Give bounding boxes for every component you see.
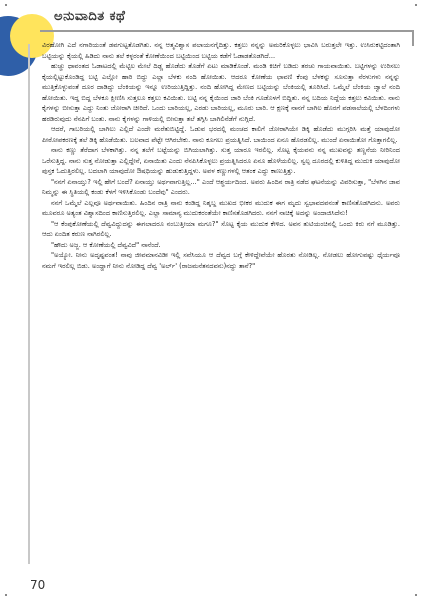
crop-mark [5, 594, 7, 596]
paragraph: "ಆ ಕೆಂಪುಕೋಣೆಯಲ್ಲಿ ದೆವ್ವವಿದ್ದುದನ್ನು ಈಗಲಾದರೂ ನಂಬುತ್ತೀಯಾ ಮಗೂ?" ಸೊಟ್ಟ ಕೈಯ ಮುದುಕ ಕೇಳಿದ. ಅವನ ತುಟಿಯಂಚಿನಲ್ಲಿ ಒಂದು ಕಿರು ನಗೆ ಮೂಡಿತ್ತು. ಆದು ಏಂದಿತ ಕರುಣ ನಾಗಿರಲಿಲ್ಲ. [42, 219, 400, 238]
page-number: 70 [30, 578, 46, 592]
paragraph: ವಿರಹೋಗಿ ಎದೆ ನಗಾರಿಯಂತೆ ಡವಗುಟ್ಟತೊಡಗಿತು. ನನ್ನ ಆತ್ಮವಿಶ್ವಾಸ ಪಲಾಯನಗೈದಿತ್ತು. ಕತ್ತಲು ನನ್ನನ್ನು ಅಮರಿಕೊಳ್ಳಲು ಭಾವಿಸಿ ಬರುತ್ತಲೇ ಇತ್ತು. ಉಸಿರುಕಟ್ಟಿದಂತಾಗಿ ಬಟ್ಟಿಯನ್ನು ಕೈಯಲ್ಲಿ ಹಿಡಿದು ನಾನು ತಲೆ ಕಳ್ಳರಂತೆ ಕೋಣೆಯಿಂದ ಬಟ್ಟಿಯಿಂದ ಬಟ್ಟಿಯ ಕಡೆಗೆ ಓಡಾಡತೊಡಗಿದೆ... [42, 41, 400, 60]
margin-rule [28, 44, 30, 564]
story-text [42, 40, 400, 271]
crop-mark [415, 594, 417, 596]
paragraph: ಆದರೆ, ಗಾಬರಿಯಲ್ಲಿ ಬಾಗಿಲು ಎಲ್ಲಿದೆ ಎಂದೇ ಮರೆತುಬಿಟ್ಟಿದ್ದೆ. ಓಡುವ ಭರದಲ್ಲಿ ಮಂಚದ ಕಾಲಿಗೆ ಜೋರಾಗಿಯೇ ಡಿಕ್ಕಿ ಹೊಡೆದು ಮುಗ್ಗರಿಸಿ ಮತ್ತೆ ಯಾವುದೋ ಪೀಠೋಪಕರಣಕ್ಕೆ ತಲೆ ಡಿಕ್ಕಿ ಹೊಡೆಯಿತು. ಬಲವಾದ ಪೆಟ್ಟೇ ಆಗಿರಬೇಕು. ನಾನು ಕೂಗಲು ಪ್ರಯತ್ನಿಸಿದೆ. ಬಾಯಿಂದ ಏನೂ ಹೊರಡಲಿಲ್ಲ. ಮುಂದೆ ಏನಾಯಿತೋ ಗೊತ್ತಾಗಲಿಲ್ಲ. [42, 125, 400, 144]
section-title: ಅನುವಾದಿತ ಕಥೆ [54, 9, 126, 24]
paragraph: ನನಗೆ ಒಮ್ಮೆಲೆ ಎಲ್ಲವೂ ಅರ್ಥವಾಯಿತು. ಹಿಂದಿನ ರಾತ್ರಿ ನಾನು ಕಂಡಿದ್ದ ನಿಶ್ಶಬ್ದ ಮುಖದ ಭೀಕರ ಮುದುಕ ಈಗ ಮೃದು ಸ್ವಭಾವದವನಂತೆ ಕಾಣಿಸತೊಡಗಿದನು. ಅವರು ಮೂವರೂ ಅತ್ಯಂತ ವಿಶ್ವಾಸದಿಂದ ಕಾಣಿಸುತ್ತಿರಲಿಲ್ಲ. ಎಲ್ಲಾ ಸಾಮಾನ್ಯ ಮುದುಕರಂತೆಯೇ ಕಾಣಿಸತೊಡಗಿದರು. ನನಗೆ ನಾಚಿಕ್ಕೆ ಅದನ್ನು ಅಂದಾಜಿಸಿದೆನು! [42, 198, 400, 217]
crop-mark [415, 4, 417, 6]
paragraph: "ಹೌದು ಅಜ್ಜ. ಆ ಕೋಣೆಯಲ್ಲಿ ದೆವ್ವವಿದೆ" ನಾನೆಂದೆ. [51, 240, 161, 249]
paragraph: ನಾನು ಕಣ್ಣು ತೆರೆದಾಗ ಬೆಳಕಾಗಿತ್ತು. ನನ್ನ ತಲೆಗೆ ಬಟ್ಟೆಯನ್ನು ಬಿಗಿಯಲಾಗಿತ್ತು. ಸುತ್ತ ಯಾರೂ ಇರಲಿಲ್ಲ. ಸೊಟ್ಟ ಕೈಯವನು ನನ್ನ ಮುಖವನ್ನು ತಣ್ಣನೆಯ ನೀರಿನಿಂದ ಒರೆಸುತ್ತಿದ್ದ. ನಾನು ಸುತ್ತ ನೋಡುತ್ತಾ ಎಲ್ಲಿದ್ದೇನೆ, ಏನಾಯಿತು ಎಂದು ನೆನಪಿಸಿಕೊಳ್ಳಲು ಪ್ರಯತ್ನಿಸಿದರೂ ಏನೂ ಹೊಳೆಯಲಿಲ್ಲ. ಸ್ವಲ್ಪ ದೂರದಲ್ಲಿ ಕುಳಿತಿದ್ದ ಮುದುಕಿ ಯಾವುದೋ ಪುಸ್ತಕ ಓದುತ್ತಿರಲಿಲ್ಲ. ಬದಲಾಗಿ ಯಾವುದೋ ಔಷಧಿಯನ್ನು ಹುಡುಕುತ್ತಿದ್ದಳು. ಅವಳ ಕಣ್ಣುಗಳಲ್ಲಿ ಆತಂಕ ಎದ್ದು ಕಾಣುತ್ತಿತ್ತು. [42, 146, 400, 175]
crop-mark [5, 4, 7, 6]
paragraph: "ಅಯ್ಯೋ. ನೀನು ಅದೃಷ್ಟವಂತ! ನಾವು ಜೀವಮಾನವಿಡೀ ಇಲ್ಲಿ ಸವೆಸಿಯೂ ಆ ದೆವ್ವದ ಬಗ್ಗೆ ಕೇಳಿದ್ದೇವೆಯೇ ಹೊರತು ನೋಡಿಲ್ಲ. ನೋಡಲು ಹೋಗುವಷ್ಟು ಧೈರ್ಯವೂ ನಮಗೆ ಇರಲಿಲ್ಲ ಬಿಡು. ಅಂದ್ಹಾಗೆ ನೀನು ನೋಡಿದ್ದ ದೆವ್ವ 'ಅರ್ಲ್' (ರಾಜಮನೆತನದವನು)ನದ್ದು ತಾನೆ?" [42, 251, 400, 270]
paragraph: "ನನಗೆ ಏನಾಯ್ತು? ಇಲ್ಲಿ ಹೇಗೆ ಬಂದೆ? ಏನಾಯ್ತು ಅರ್ಥವಾಗುತ್ತಿಲ್ಲ..." ಎಂದೆ ಆಶ್ಚರ್ಯದಿಂದ. ಅವರು ಹಿಂದಿನ ರಾತ್ರಿ ನಡೆದ ಘಟನೆಯನ್ನು ವಿವರಿಸುತ್ತಾ, "ಬೆಳಗಿನ ಜಾವ ನಿಮ್ಮನ್ನು ಈ ಸ್ಥಿತಿಯಲ್ಲಿ ಕಂಡು ಕೆಳಗೆ ಇಳಿಸಿಕೊಂಡು ಬಂದೆವು" ಎಂದರು. [42, 177, 400, 196]
paragraph: ಹುಚ್ಚು ಧಾವಂತದ ಓಡಾಟದಲ್ಲಿ ಮೆಟ್ಟಿಲ ಮೇಲೆ ದಿಢ್ಣ ಹೊಡೆದು ತೊಡೆಗೆ ಏಟು ಮಾಡಿಕೊಂಡೆ. ಮಂಡಿ ಕಿಚಿಗೆ ಬಡಿದು ತರಚು ಗಾಯವಾಯಿತು. ಬಟ್ಟಿಗಳನ್ನು ಉರಿಸಲು ಕೈಯಲ್ಲಿಟ್ಟುಕೊಂಡಿದ್ದ ಬಟ್ಟಿ ಎಲ್ಲೋ ಹಾರಿ ಬಿದ್ದು ಎಲ್ಲಾ ಬೆಳಕು ನಂದಿ ಹೋಯಿತು. ಆದರೂ ಕೋಣೆಯ ಛಾವಣಿ ಕೆಂಪು ಬೆಳಕನ್ನು ಸೂಸುತ್ತಾ ನೆರಳುಗಳು ನನ್ನನ್ನು ಮುತ್ತಿಕೊಳ್ಳುವಂತೆ ದೂರ ದಾಡಿದ್ದು ಬೆಂಕಿಯನ್ನು ಇನ್ನೂ ಉರಿಯುತ್ತಿದ್ದಿತ್ತು. ನಂದಿ ಹೋಗಿದ್ದ ಮೇಣದ ಬಟ್ಟಿಯನ್ನು ಬೆಂಕಿಯಲ್ಲಿ ತೂರಿಸಿದೆ. ಒಮ್ಮೆಲೆ ಬೆಂಕಿಯ ಜ್ವಾಲೆ ನಂದಿ ಹೋಯಿತು. ಇದ್ದ ಬಿದ್ದ ಬೆಳಕೂ ಕ್ಷೀಣಿಸಿ ಸುತ್ತಲೂ ಕತ್ತಲು ಕವಿಯಿತು. ಬಟ್ಟಿ ನನ್ನ ಕೈಯಿಂದ ಜಾರಿ ಬೆಂಕಿ ಗೂಡೊಳಗೆ ಬಿದ್ದಿತು. ನನ್ನ ಬದಿಯ ನಿದ್ದೆಯ ಕತ್ತಲು ಕವಿಯಿತು. ನಾನು ಕೈಗಳನ್ನು ಬೀಸುತ್ತಾ ಎದ್ದು ನಿಂತು ಜೋರಾಗಿ ಚೀರಿದೆ. ಒಂದು ಬಾರಿಯಲ್ಲ, ಎರಡು ಬಾರಿಯಲ್ಲ, ಮೂರು ಬಾರಿ. ಆ ಕ್ಷಣಕ್ಕೆ ನಾನಗೆ ಬಾಗಿಲ ಹೊರಗೆ ಪಡಸಾಲೆಯಲ್ಲಿ ಬೆಳದಿಂಗಳು ಹರಡಿರುವುದು ನೆನಪಿಗೆ ಬಂತು. ನಾನು ಕೈಗಳನ್ನು ಗಾಳಿಯಲ್ಲಿ ಬೀಸುತ್ತಾ ತಲೆ ತಗ್ಗಿಸಿ ಬಾಗಿಲಿನೆಡೆಗೆ ನುಗ್ಗಿದೆ. [42, 62, 400, 123]
